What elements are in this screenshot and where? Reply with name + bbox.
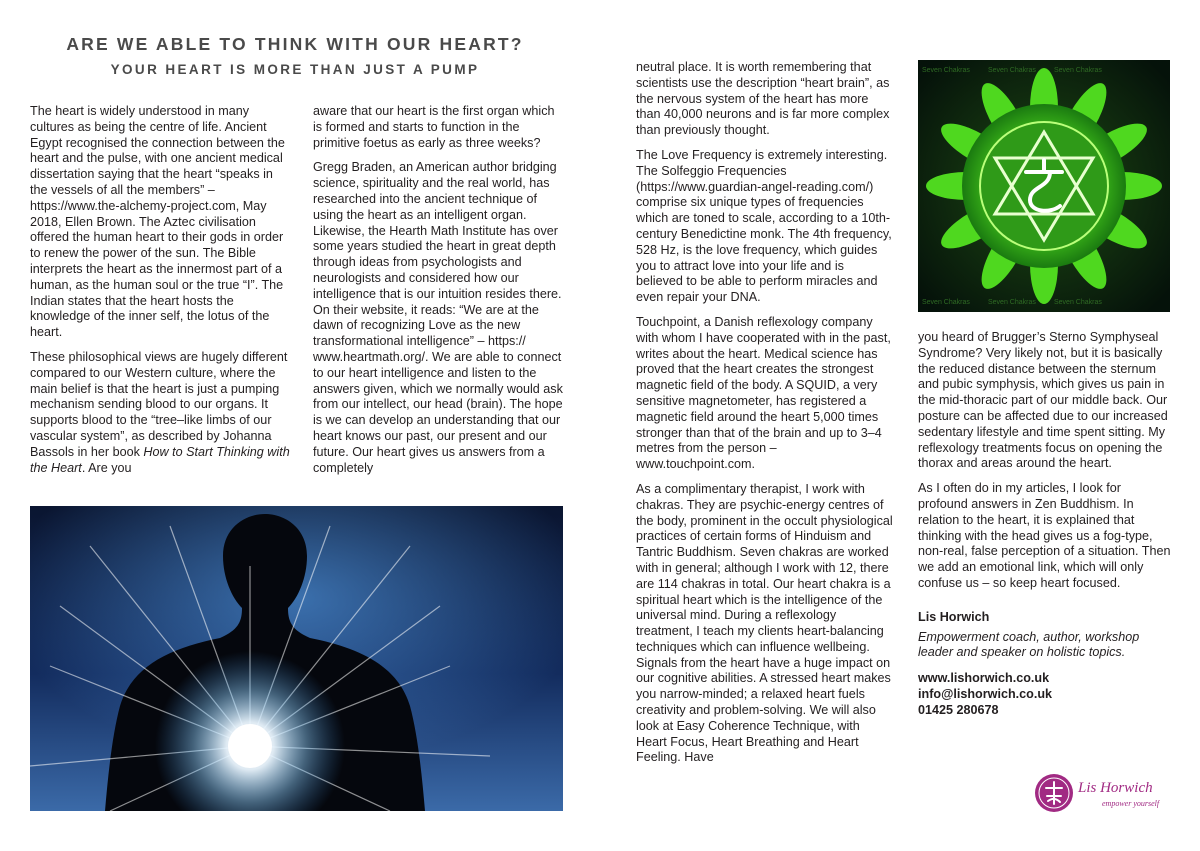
logo-tagline: empower yourself bbox=[1102, 799, 1160, 808]
glowing-silhouette-image bbox=[30, 506, 563, 811]
background-text: Seven Chakras bbox=[922, 67, 970, 74]
lis-horwich-logo bbox=[1032, 768, 1182, 818]
column-2 bbox=[313, 104, 563, 485]
paragraph bbox=[30, 350, 292, 476]
background-text: Seven Chakras bbox=[988, 299, 1036, 306]
website-link[interactable]: www.lishorwich.co.uk bbox=[918, 671, 1050, 686]
paragraph: Gregg Braden, an American author bridging science, spirituality and the real world, has researched into the ancient technique of using the heart as an intelligent organ. Likewise, the Hearth Math Institute has over some years studied the heart in great depth through ideas from psychologists and neurologists and considered how our intelligence that is our intuition resides there. On their website, it reads: “We are at the dawn of recognizing Love as the new transformational intelligence” – https:// www.heartmath.org/. We are able to connect to our heart intelligence and listen to the answers given, which we normally would ask from our intellect, our head (brain). The hope is we can develop an understanding that our heart knows our past, our present and our future. Our heart gives us answers from a completely bbox=[313, 160, 563, 475]
paragraph: Touchpoint, a Danish reflexology company with whom I have cooperated with in the past, writes about the heart. Medical science has proved that the heart creates the strongest magnetic field of the body. A SQUID, a very sensitive magnetometer, has registered a magnetic field around the heart 5,000 times stronger than that of the brain and up to 3–4 metres from the person – www.touchpoint.com. bbox=[636, 314, 891, 472]
paragraph: As a complimentary therapist, I work with chakras. They are psychic-energy centres of the body, prominent in the occult physiological practices of certain forms of Hinduism and Tantric Buddhism. Seven chakras are worked with in general; although I work with 12, there are 114 chakras in total. Our heart chakra is a spiritual heart which is the intelligence of the universal mind. During a reflexology treatment, I teach my clients heart-balancing techniques which can influence wellbeing. Signals from the heart have a huge impact on our cognitive abilities. A stressed heart makes you narrow-minded; a relaxed heart fuels creativity and problem-solving. We will also look at Easy Coherence Technique, with Heart Focus, Heart Breathing and Heart Feeling. Have bbox=[636, 481, 893, 765]
article-subtitle: YOUR HEART IS MORE THAN JUST A PUMP bbox=[110, 62, 480, 77]
email-link[interactable]: info@lishorwich.co.uk bbox=[918, 686, 1053, 701]
background-text: Seven Chakras bbox=[1054, 299, 1102, 306]
column-4 bbox=[918, 330, 1172, 719]
paragraph: The heart is widely understood in many cultures as being the centre of life. Ancient Egypt recognised the connection between the heart and the pulse, with one ancient medical dissertation saying that the heart “speaks in the vessels of all the members” – https://www.the-alchemy-project.com, May 2018, Ellen Brown. The Aztec civilisation offered the human heart to their gods in order to renew the power of the sun. The Bible interprets the heart as the innermost part of a human, as the human soul or the true “I”. The Indian states that the heart hosts the knowledge of the inner self, the lotus of the heart. bbox=[30, 104, 285, 340]
paragraph: As I often do in my articles, I look for profound answers in Zen Buddhism. In relation to the heart, it is explained that thinking with the head gives us a fog-type, non-real, false perception of a situation. Then we add an emotional link, which will only confuse us – so keep heart focused. bbox=[918, 481, 1171, 590]
paragraph: you heard of Brugger’s Sterno Symphyseal Syndrome? Very likely not, but it is basically the reduced distance between the sternum and pubic symphysis, which gives us pain in the mid-thoracic part of our middle back. Our posture can be affected due to our increased sedentary lifestyle and time spent sitting. My reflexology treatments focus on opening the thorax and areas around the heart. bbox=[918, 330, 1168, 471]
author-name: Lis Horwich bbox=[918, 609, 990, 624]
paragraph: The Love Frequency is extremely interesting. The Solfeggio Frequencies (https://www.guardian-angel-reading.com/) comprise six unique types of frequencies which are toned to scale, according to a 10th-century Benedictine monk. The 4th frequency, 528 Hz, is the love frequency, which guides you to attract love into your life and is believed to be able to perform miracles and even repair your DNA. bbox=[636, 147, 892, 305]
background-text: Seven Chakras bbox=[988, 67, 1036, 74]
background-text: Seven Chakras bbox=[922, 299, 970, 306]
paragraph: neutral place. It is worth remembering that scientists use the description “heart brain”, as the nervous system of the heart has more than 40,000 neurons and is far more complex than previously thought. bbox=[636, 60, 890, 138]
paragraph: aware that our heart is the first organ which is formed and starts to function in the primitive foetus as early as three weeks? bbox=[313, 104, 555, 150]
column-1 bbox=[30, 104, 292, 485]
article-title: ARE WE ABLE TO THINK WITH OUR HEART? bbox=[66, 34, 524, 54]
phone-number: 01425 280678 bbox=[918, 702, 999, 717]
heart-chakra-image bbox=[918, 60, 1170, 312]
book-title: How to Start Thinking with the Heart bbox=[30, 444, 290, 475]
column-3 bbox=[636, 60, 894, 775]
author-bio: Empowerment coach, author, workshop leader and speaker on holistic topics. bbox=[918, 629, 1140, 660]
background-text: Seven Chakras bbox=[1054, 67, 1102, 74]
logo-name: Lis Horwich bbox=[1078, 780, 1153, 796]
paragraph-text: These philosophical views are hugely different compared to our Western culture, where the main belief is that the heart is just a pumping mechanism sending blood to our organs. It supports blood to the “tree–like limbs of our vascular system”, as described by Johanna Bassols in her book bbox=[30, 349, 288, 459]
paragraph-tail: . Are you bbox=[81, 460, 132, 475]
